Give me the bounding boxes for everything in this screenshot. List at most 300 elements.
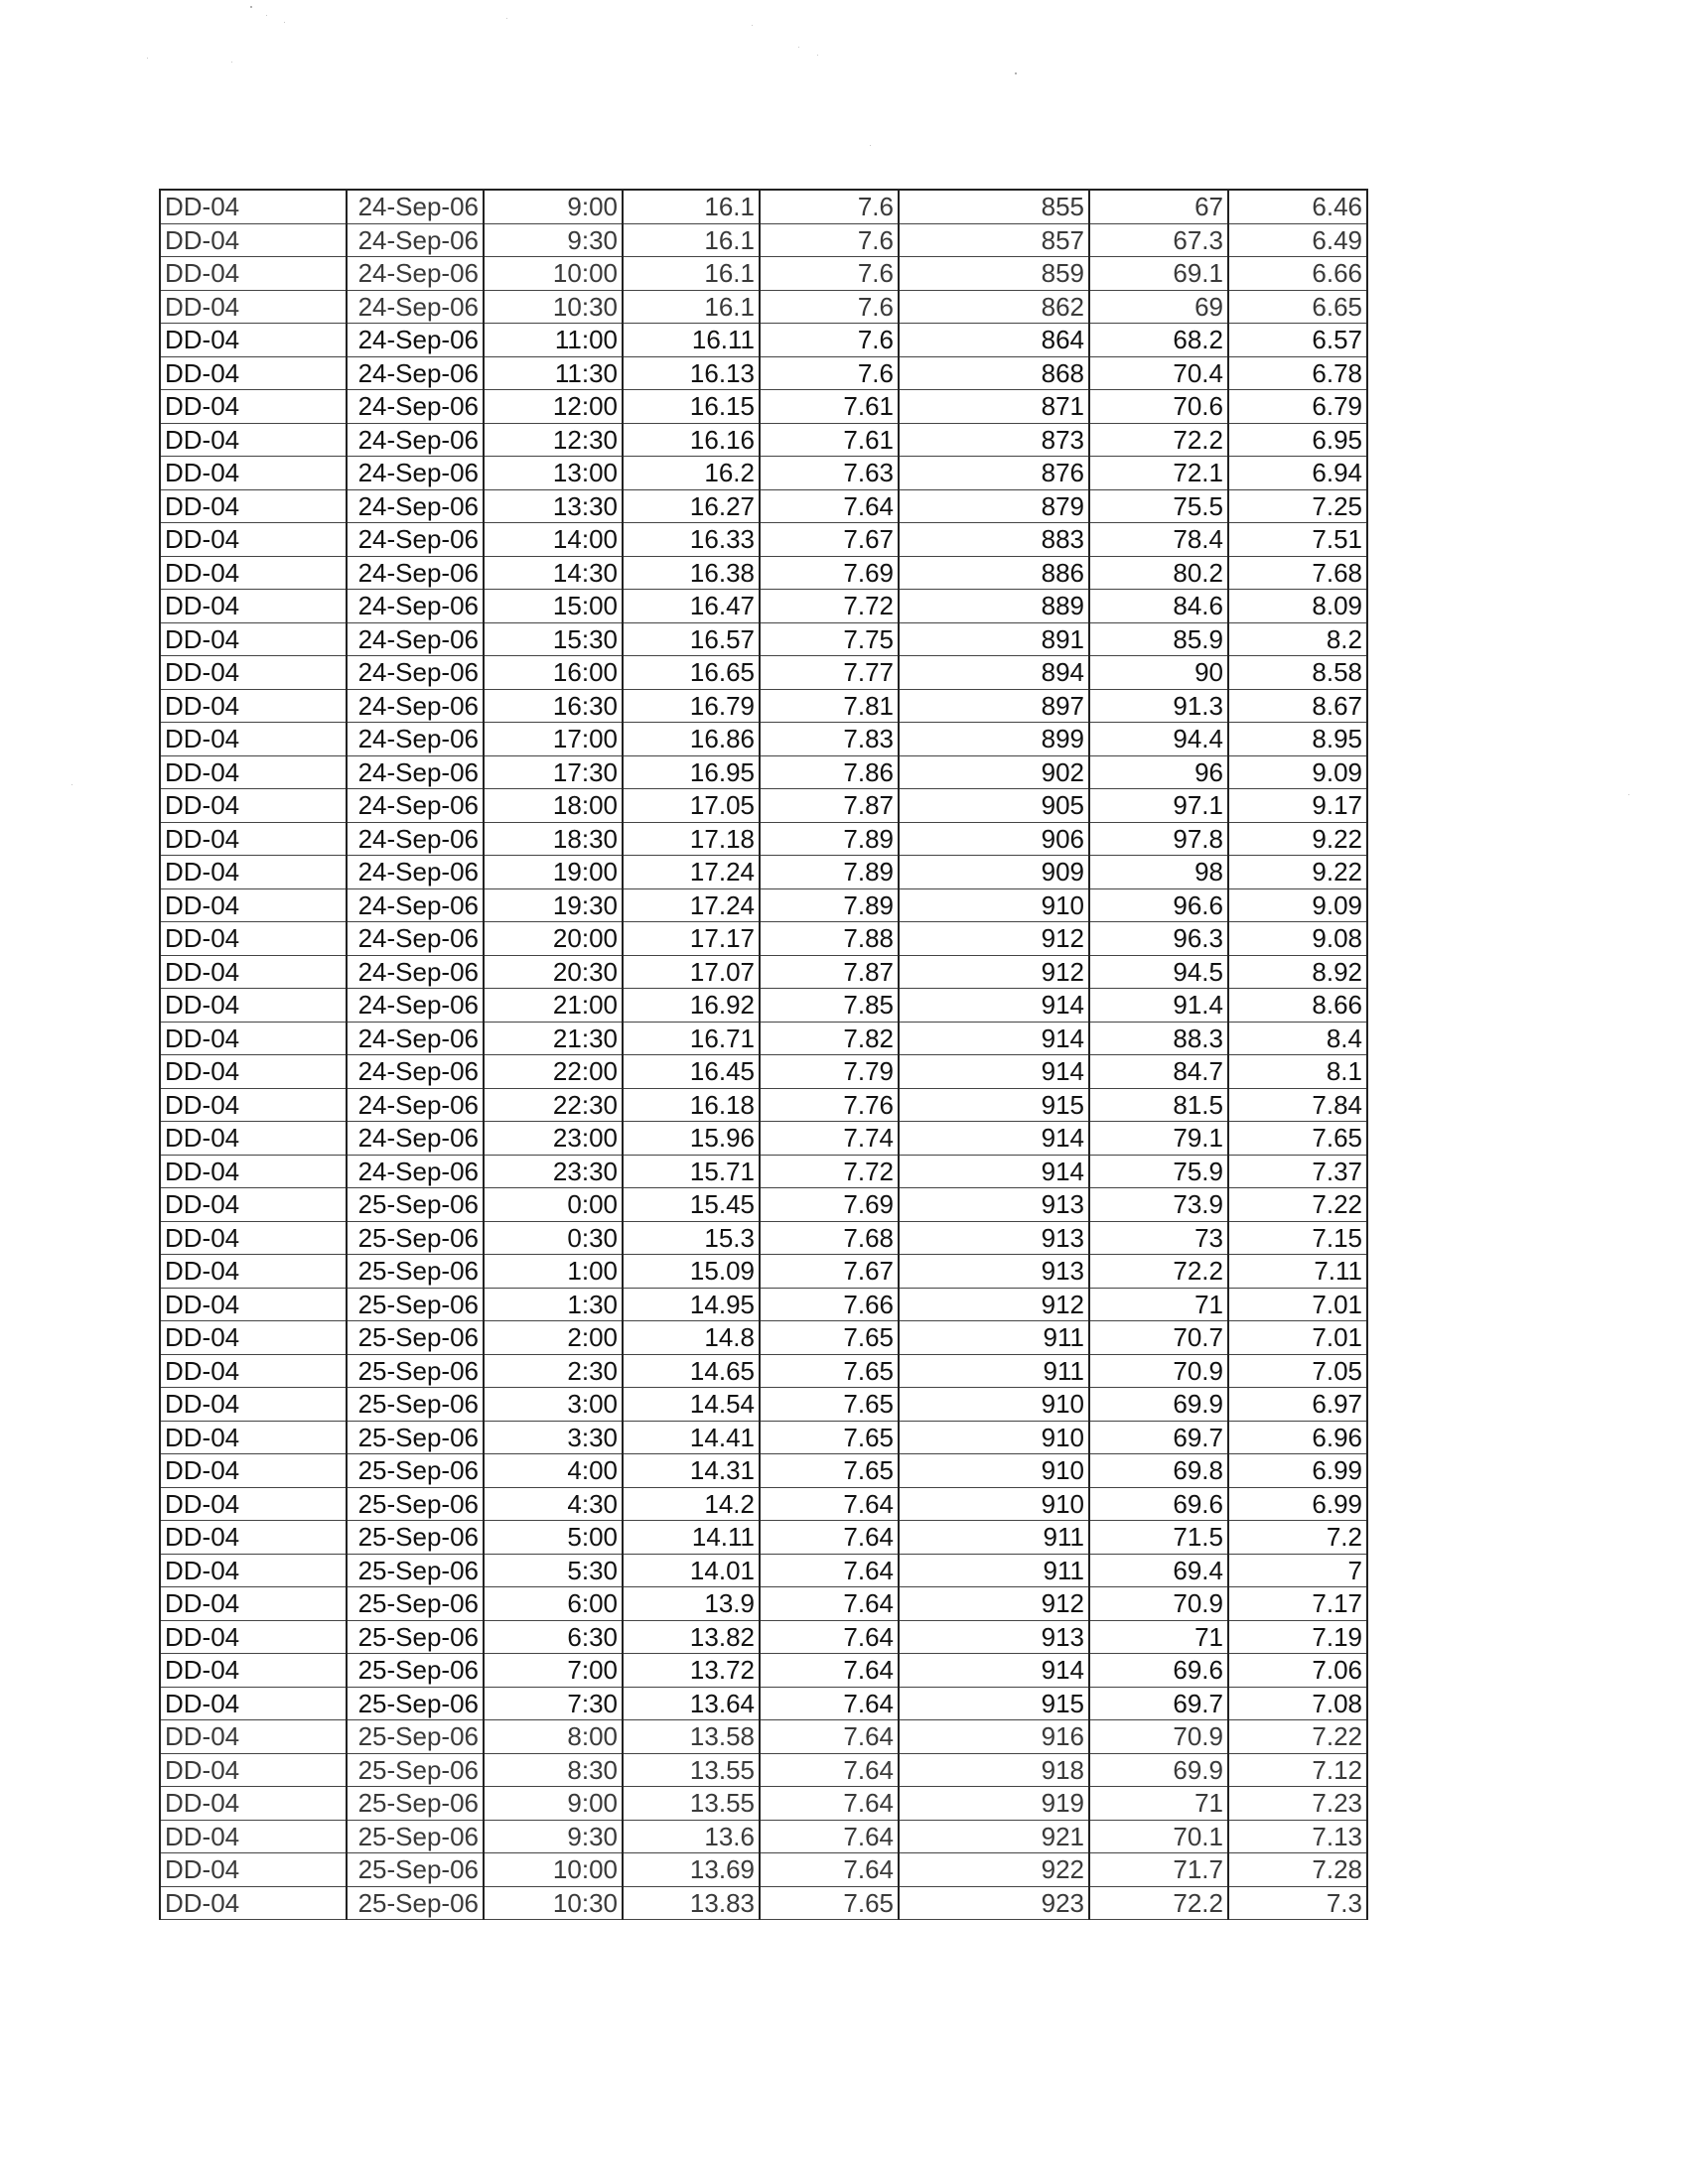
value-3-cell: 913 [899, 1221, 1089, 1255]
date-cell: 24-Sep-06 [347, 922, 484, 956]
time-cell: 9:00 [484, 1787, 623, 1821]
value-5-cell: 8.66 [1228, 989, 1367, 1023]
value-1-cell: 16.11 [623, 324, 760, 357]
date-cell: 24-Sep-06 [347, 1155, 484, 1188]
value-2-cell: 7.6 [760, 324, 899, 357]
time-cell: 10:30 [484, 290, 623, 324]
value-1-cell: 16.95 [623, 755, 760, 789]
value-1-cell: 16.18 [623, 1088, 760, 1122]
value-5-cell: 8.09 [1228, 590, 1367, 623]
table-row [160, 1155, 1367, 1188]
value-3-cell: 902 [899, 755, 1089, 789]
value-5-cell: 9.09 [1228, 755, 1367, 789]
value-4-cell: 80.2 [1089, 556, 1228, 590]
time-cell: 16:30 [484, 689, 623, 723]
value-1-cell: 14.31 [623, 1454, 760, 1488]
table-row [160, 257, 1367, 291]
time-cell: 3:00 [484, 1388, 623, 1422]
table-row [160, 1521, 1367, 1555]
value-2-cell: 7.76 [760, 1088, 899, 1122]
value-1-cell: 14.54 [623, 1388, 760, 1422]
time-cell: 1:30 [484, 1288, 623, 1321]
date-cell: 24-Sep-06 [347, 789, 484, 823]
value-1-cell: 16.15 [623, 390, 760, 424]
station-id-cell: DD-04 [160, 1321, 347, 1355]
station-id-cell: DD-04 [160, 223, 347, 257]
date-cell: 24-Sep-06 [347, 556, 484, 590]
time-cell: 19:00 [484, 856, 623, 889]
station-id-cell: DD-04 [160, 1055, 347, 1089]
value-2-cell: 7.69 [760, 1188, 899, 1222]
date-cell: 24-Sep-06 [347, 257, 484, 291]
table-row [160, 822, 1367, 856]
table-row [160, 1288, 1367, 1321]
time-cell: 3:30 [484, 1421, 623, 1454]
table-row [160, 190, 1367, 223]
value-2-cell: 7.72 [760, 1155, 899, 1188]
time-cell: 18:00 [484, 789, 623, 823]
value-3-cell: 899 [899, 723, 1089, 756]
value-4-cell: 97.1 [1089, 789, 1228, 823]
value-2-cell: 7.6 [760, 290, 899, 324]
date-cell: 24-Sep-06 [347, 457, 484, 490]
table-row [160, 1388, 1367, 1422]
date-cell: 25-Sep-06 [347, 1421, 484, 1454]
value-3-cell: 913 [899, 1188, 1089, 1222]
value-3-cell: 876 [899, 457, 1089, 490]
time-cell: 2:00 [484, 1321, 623, 1355]
time-cell: 21:30 [484, 1022, 623, 1055]
date-cell: 24-Sep-06 [347, 590, 484, 623]
station-id-cell: DD-04 [160, 1487, 347, 1521]
value-2-cell: 7.65 [760, 1454, 899, 1488]
table-row [160, 489, 1367, 523]
value-2-cell: 7.61 [760, 390, 899, 424]
time-cell: 7:00 [484, 1654, 623, 1688]
station-id-cell: DD-04 [160, 1088, 347, 1122]
station-id-cell: DD-04 [160, 1587, 347, 1621]
value-5-cell: 7.05 [1228, 1354, 1367, 1388]
table-row [160, 1354, 1367, 1388]
value-2-cell: 7.79 [760, 1055, 899, 1089]
date-cell: 25-Sep-06 [347, 1487, 484, 1521]
value-5-cell: 7.01 [1228, 1321, 1367, 1355]
value-1-cell: 16.38 [623, 556, 760, 590]
time-cell: 17:30 [484, 755, 623, 789]
date-cell: 24-Sep-06 [347, 423, 484, 457]
time-cell: 9:30 [484, 223, 623, 257]
date-cell: 24-Sep-06 [347, 656, 484, 690]
value-4-cell: 94.4 [1089, 723, 1228, 756]
date-cell: 24-Sep-06 [347, 888, 484, 922]
value-2-cell: 7.69 [760, 556, 899, 590]
value-4-cell: 69.6 [1089, 1654, 1228, 1688]
value-5-cell: 7.08 [1228, 1687, 1367, 1720]
value-5-cell: 7.37 [1228, 1155, 1367, 1188]
table-row [160, 1421, 1367, 1454]
value-3-cell: 914 [899, 1122, 1089, 1156]
value-4-cell: 96 [1089, 755, 1228, 789]
table-row [160, 1753, 1367, 1787]
station-id-cell: DD-04 [160, 689, 347, 723]
value-2-cell: 7.88 [760, 922, 899, 956]
station-id-cell: DD-04 [160, 523, 347, 557]
value-2-cell: 7.65 [760, 1421, 899, 1454]
value-2-cell: 7.65 [760, 1354, 899, 1388]
date-cell: 24-Sep-06 [347, 755, 484, 789]
time-cell: 9:00 [484, 190, 623, 223]
value-5-cell: 9.22 [1228, 856, 1367, 889]
station-id-cell: DD-04 [160, 723, 347, 756]
value-2-cell: 7.86 [760, 755, 899, 789]
value-4-cell: 72.1 [1089, 457, 1228, 490]
value-3-cell: 912 [899, 1288, 1089, 1321]
date-cell: 25-Sep-06 [347, 1188, 484, 1222]
value-3-cell: 871 [899, 390, 1089, 424]
value-2-cell: 7.87 [760, 789, 899, 823]
value-2-cell: 7.77 [760, 656, 899, 690]
value-4-cell: 70.7 [1089, 1321, 1228, 1355]
time-cell: 4:30 [484, 1487, 623, 1521]
value-4-cell: 91.3 [1089, 689, 1228, 723]
table-row [160, 1853, 1367, 1887]
time-cell: 12:00 [484, 390, 623, 424]
table-row [160, 1122, 1367, 1156]
station-id-cell: DD-04 [160, 290, 347, 324]
table-row [160, 622, 1367, 656]
value-5-cell: 8.2 [1228, 622, 1367, 656]
value-4-cell: 70.1 [1089, 1820, 1228, 1853]
value-5-cell: 7.06 [1228, 1654, 1367, 1688]
table-row [160, 755, 1367, 789]
station-id-cell: DD-04 [160, 1720, 347, 1754]
value-2-cell: 7.6 [760, 190, 899, 223]
value-5-cell: 7.68 [1228, 556, 1367, 590]
time-cell: 5:30 [484, 1554, 623, 1587]
value-2-cell: 7.64 [760, 1820, 899, 1853]
station-id-cell: DD-04 [160, 1454, 347, 1488]
date-cell: 24-Sep-06 [347, 955, 484, 989]
date-cell: 24-Sep-06 [347, 822, 484, 856]
value-2-cell: 7.64 [760, 1521, 899, 1555]
value-5-cell: 8.67 [1228, 689, 1367, 723]
value-4-cell: 78.4 [1089, 523, 1228, 557]
value-1-cell: 14.8 [623, 1321, 760, 1355]
table-row [160, 1787, 1367, 1821]
date-cell: 25-Sep-06 [347, 1654, 484, 1688]
value-5-cell: 6.57 [1228, 324, 1367, 357]
value-5-cell: 6.94 [1228, 457, 1367, 490]
date-cell: 25-Sep-06 [347, 1221, 484, 1255]
value-1-cell: 14.2 [623, 1487, 760, 1521]
value-1-cell: 14.01 [623, 1554, 760, 1587]
table-row [160, 390, 1367, 424]
value-4-cell: 73 [1089, 1221, 1228, 1255]
value-3-cell: 862 [899, 290, 1089, 324]
time-cell: 5:00 [484, 1521, 623, 1555]
station-id-cell: DD-04 [160, 1554, 347, 1587]
date-cell: 25-Sep-06 [347, 1454, 484, 1488]
table-body [160, 190, 1367, 1920]
time-cell: 15:30 [484, 622, 623, 656]
value-2-cell: 7.6 [760, 356, 899, 390]
station-id-cell: DD-04 [160, 1886, 347, 1920]
table-row [160, 556, 1367, 590]
value-2-cell: 7.68 [760, 1221, 899, 1255]
value-1-cell: 17.24 [623, 888, 760, 922]
value-1-cell: 16.79 [623, 689, 760, 723]
value-1-cell: 15.71 [623, 1155, 760, 1188]
time-cell: 13:30 [484, 489, 623, 523]
time-cell: 23:00 [484, 1122, 623, 1156]
table-row [160, 1886, 1367, 1920]
table-row [160, 1088, 1367, 1122]
value-1-cell: 16.45 [623, 1055, 760, 1089]
station-id-cell: DD-04 [160, 1188, 347, 1222]
station-id-cell: DD-04 [160, 755, 347, 789]
value-5-cell: 6.66 [1228, 257, 1367, 291]
station-id-cell: DD-04 [160, 1654, 347, 1688]
date-cell: 24-Sep-06 [347, 390, 484, 424]
value-4-cell: 69.9 [1089, 1388, 1228, 1422]
value-1-cell: 17.07 [623, 955, 760, 989]
value-3-cell: 889 [899, 590, 1089, 623]
value-3-cell: 913 [899, 1255, 1089, 1289]
table-row [160, 1687, 1367, 1720]
value-2-cell: 7.64 [760, 1620, 899, 1654]
date-cell: 24-Sep-06 [347, 489, 484, 523]
value-5-cell: 7.28 [1228, 1853, 1367, 1887]
value-1-cell: 14.95 [623, 1288, 760, 1321]
table-row [160, 523, 1367, 557]
date-cell: 25-Sep-06 [347, 1321, 484, 1355]
date-cell: 24-Sep-06 [347, 190, 484, 223]
value-1-cell: 13.64 [623, 1687, 760, 1720]
station-id-cell: DD-04 [160, 955, 347, 989]
time-cell: 9:30 [484, 1820, 623, 1853]
value-1-cell: 13.9 [623, 1587, 760, 1621]
table-row [160, 1321, 1367, 1355]
station-id-cell: DD-04 [160, 1288, 347, 1321]
value-5-cell: 6.96 [1228, 1421, 1367, 1454]
value-2-cell: 7.74 [760, 1122, 899, 1156]
value-4-cell: 96.3 [1089, 922, 1228, 956]
value-3-cell: 910 [899, 1487, 1089, 1521]
time-cell: 1:00 [484, 1255, 623, 1289]
value-2-cell: 7.65 [760, 1886, 899, 1920]
value-2-cell: 7.87 [760, 955, 899, 989]
station-id-cell: DD-04 [160, 324, 347, 357]
station-id-cell: DD-04 [160, 190, 347, 223]
value-4-cell: 98 [1089, 856, 1228, 889]
value-5-cell: 6.78 [1228, 356, 1367, 390]
value-5-cell: 6.97 [1228, 1388, 1367, 1422]
value-4-cell: 69.9 [1089, 1753, 1228, 1787]
value-3-cell: 897 [899, 689, 1089, 723]
value-5-cell: 9.17 [1228, 789, 1367, 823]
table-row [160, 1620, 1367, 1654]
value-5-cell: 6.65 [1228, 290, 1367, 324]
value-1-cell: 16.1 [623, 290, 760, 324]
value-4-cell: 71 [1089, 1787, 1228, 1821]
value-4-cell: 67.3 [1089, 223, 1228, 257]
value-4-cell: 90 [1089, 656, 1228, 690]
value-2-cell: 7.64 [760, 1720, 899, 1754]
value-4-cell: 72.2 [1089, 1255, 1228, 1289]
value-3-cell: 910 [899, 1421, 1089, 1454]
value-4-cell: 71.7 [1089, 1853, 1228, 1887]
value-2-cell: 7.67 [760, 1255, 899, 1289]
time-cell: 0:30 [484, 1221, 623, 1255]
value-3-cell: 868 [899, 356, 1089, 390]
station-id-cell: DD-04 [160, 1687, 347, 1720]
station-id-cell: DD-04 [160, 989, 347, 1023]
value-4-cell: 71 [1089, 1620, 1228, 1654]
value-2-cell: 7.64 [760, 1687, 899, 1720]
value-4-cell: 69.1 [1089, 257, 1228, 291]
value-5-cell: 7.11 [1228, 1255, 1367, 1289]
value-2-cell: 7.81 [760, 689, 899, 723]
value-5-cell: 7.22 [1228, 1188, 1367, 1222]
table-row [160, 922, 1367, 956]
value-3-cell: 922 [899, 1853, 1089, 1887]
value-2-cell: 7.89 [760, 888, 899, 922]
date-cell: 24-Sep-06 [347, 723, 484, 756]
date-cell: 25-Sep-06 [347, 1853, 484, 1887]
value-2-cell: 7.66 [760, 1288, 899, 1321]
value-1-cell: 16.27 [623, 489, 760, 523]
value-4-cell: 70.9 [1089, 1720, 1228, 1754]
station-id-cell: DD-04 [160, 1787, 347, 1821]
time-cell: 14:00 [484, 523, 623, 557]
time-cell: 19:30 [484, 888, 623, 922]
value-2-cell: 7.82 [760, 1022, 899, 1055]
value-3-cell: 915 [899, 1088, 1089, 1122]
value-3-cell: 912 [899, 922, 1089, 956]
time-cell: 22:00 [484, 1055, 623, 1089]
table-row [160, 1055, 1367, 1089]
value-4-cell: 72.2 [1089, 1886, 1228, 1920]
station-id-cell: DD-04 [160, 822, 347, 856]
value-2-cell: 7.65 [760, 1321, 899, 1355]
value-3-cell: 894 [899, 656, 1089, 690]
value-5-cell: 6.99 [1228, 1454, 1367, 1488]
value-1-cell: 16.71 [623, 1022, 760, 1055]
table-row [160, 1554, 1367, 1587]
date-cell: 24-Sep-06 [347, 523, 484, 557]
table-row [160, 888, 1367, 922]
value-1-cell: 17.24 [623, 856, 760, 889]
value-5-cell: 7.51 [1228, 523, 1367, 557]
value-5-cell: 6.79 [1228, 390, 1367, 424]
date-cell: 25-Sep-06 [347, 1554, 484, 1587]
time-cell: 23:30 [484, 1155, 623, 1188]
date-cell: 24-Sep-06 [347, 1122, 484, 1156]
value-1-cell: 13.69 [623, 1853, 760, 1887]
value-3-cell: 914 [899, 1022, 1089, 1055]
value-3-cell: 879 [899, 489, 1089, 523]
value-2-cell: 7.64 [760, 1787, 899, 1821]
value-2-cell: 7.72 [760, 590, 899, 623]
station-id-cell: DD-04 [160, 590, 347, 623]
table-row [160, 1022, 1367, 1055]
value-4-cell: 67 [1089, 190, 1228, 223]
value-4-cell: 70.9 [1089, 1354, 1228, 1388]
value-2-cell: 7.64 [760, 1654, 899, 1688]
value-5-cell: 7 [1228, 1554, 1367, 1587]
station-id-cell: DD-04 [160, 1255, 347, 1289]
value-5-cell: 8.92 [1228, 955, 1367, 989]
date-cell: 24-Sep-06 [347, 356, 484, 390]
station-id-cell: DD-04 [160, 789, 347, 823]
value-2-cell: 7.83 [760, 723, 899, 756]
value-5-cell: 7.25 [1228, 489, 1367, 523]
date-cell: 24-Sep-06 [347, 989, 484, 1023]
table-row [160, 1454, 1367, 1488]
value-1-cell: 16.86 [623, 723, 760, 756]
value-1-cell: 13.72 [623, 1654, 760, 1688]
table-row [160, 1720, 1367, 1754]
value-1-cell: 16.2 [623, 457, 760, 490]
time-cell: 14:30 [484, 556, 623, 590]
date-cell: 24-Sep-06 [347, 290, 484, 324]
value-1-cell: 16.1 [623, 257, 760, 291]
station-id-cell: DD-04 [160, 457, 347, 490]
table-row [160, 955, 1367, 989]
value-2-cell: 7.64 [760, 489, 899, 523]
station-id-cell: DD-04 [160, 1853, 347, 1887]
date-cell: 24-Sep-06 [347, 324, 484, 357]
time-cell: 11:30 [484, 356, 623, 390]
station-id-cell: DD-04 [160, 856, 347, 889]
value-5-cell: 8.1 [1228, 1055, 1367, 1089]
value-4-cell: 75.5 [1089, 489, 1228, 523]
table-row [160, 689, 1367, 723]
value-4-cell: 70.4 [1089, 356, 1228, 390]
station-id-cell: DD-04 [160, 1022, 347, 1055]
value-1-cell: 13.55 [623, 1753, 760, 1787]
value-1-cell: 17.18 [623, 822, 760, 856]
table-row [160, 656, 1367, 690]
station-id-cell: DD-04 [160, 423, 347, 457]
value-1-cell: 13.55 [623, 1787, 760, 1821]
value-4-cell: 96.6 [1089, 888, 1228, 922]
time-cell: 6:00 [484, 1587, 623, 1621]
date-cell: 25-Sep-06 [347, 1388, 484, 1422]
value-5-cell: 9.22 [1228, 822, 1367, 856]
time-cell: 16:00 [484, 656, 623, 690]
value-2-cell: 7.64 [760, 1753, 899, 1787]
time-cell: 15:00 [484, 590, 623, 623]
value-3-cell: 911 [899, 1521, 1089, 1555]
value-1-cell: 15.96 [623, 1122, 760, 1156]
value-5-cell: 7.23 [1228, 1787, 1367, 1821]
date-cell: 25-Sep-06 [347, 1354, 484, 1388]
value-4-cell: 73.9 [1089, 1188, 1228, 1222]
value-5-cell: 6.99 [1228, 1487, 1367, 1521]
value-3-cell: 909 [899, 856, 1089, 889]
value-5-cell: 7.12 [1228, 1753, 1367, 1787]
value-3-cell: 859 [899, 257, 1089, 291]
time-cell: 2:30 [484, 1354, 623, 1388]
value-5-cell: 9.08 [1228, 922, 1367, 956]
value-3-cell: 911 [899, 1354, 1089, 1388]
value-3-cell: 883 [899, 523, 1089, 557]
date-cell: 25-Sep-06 [347, 1787, 484, 1821]
value-1-cell: 17.05 [623, 789, 760, 823]
value-1-cell: 13.58 [623, 1720, 760, 1754]
station-id-cell: DD-04 [160, 622, 347, 656]
